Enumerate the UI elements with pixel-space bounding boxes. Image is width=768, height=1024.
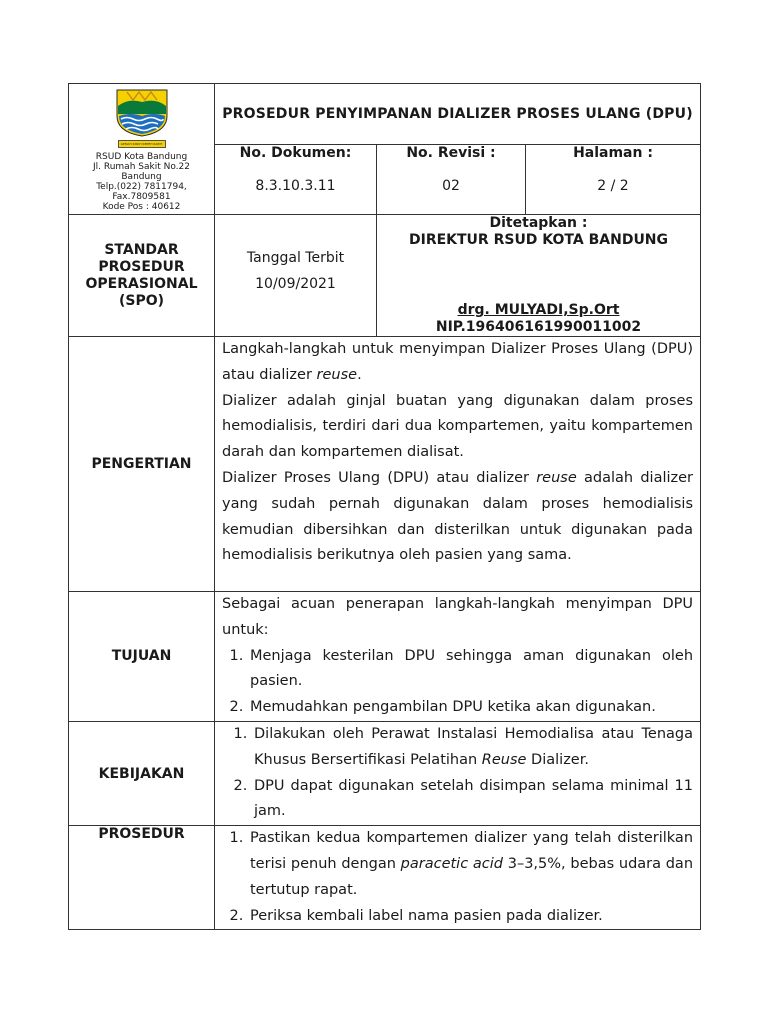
spo-label-line: STANDAR — [104, 241, 179, 258]
doc-number-label: No. Dokumen: — [239, 145, 352, 161]
definition-paragraph: Dializer adalah ginjal buatan yang digunakan dalam proses hemodialisis, terdiri dari dua kompartemen, yaitu kompartemen darah dan kompartemen dialisat. — [222, 392, 694, 461]
fax-number: Fax.7809581 — [112, 192, 171, 202]
definition-paragraph — [222, 337, 693, 389]
text-run: Langkah-langkah untuk menyimpan Dializer Proses Ulang (DPU) atau dializer — [222, 341, 694, 383]
signer-name: drg. MULYADI,Sp.Ort — [457, 302, 620, 318]
section-label-pengertian: PENGERTIAN — [69, 337, 215, 592]
spo-label-line: (SPO) — [118, 292, 165, 309]
text-run: Pastikan kedua kompartemen dializer yang telah disterilkan terisi penuh dengan — [250, 830, 694, 872]
approval-label: Ditetapkan : — [489, 215, 588, 231]
definition-paragraph — [222, 466, 693, 569]
section-body-prosedur — [215, 826, 701, 930]
emphasis-term: reuse — [316, 366, 358, 383]
list-item: 1. Menjaga kesterilan DPU sehingga aman digunakan oleh pasien. — [248, 644, 693, 696]
doc-number-cell — [215, 145, 377, 215]
text-run: Dilakukan oleh Perawat Instalasi Hemodialisa atau Tenaga Khusus Bersertifikasi Pelatihan — [254, 725, 694, 768]
page-value: 2 / 2 — [597, 178, 629, 194]
signature-block — [377, 302, 700, 336]
revision-cell — [377, 145, 526, 215]
section-label-kebijakan: KEBIJAKAN — [69, 721, 215, 825]
revision-value: 02 — [442, 178, 460, 194]
spo-label-line: OPERASIONAL — [85, 275, 198, 292]
approval-cell — [377, 215, 701, 337]
page-label: Halaman : — [573, 145, 653, 161]
document-title: PROSEDUR PENYIMPANAN DIALIZER PROSES ULANG (DPU) — [215, 84, 701, 145]
section-body-tujuan — [215, 592, 701, 722]
text-run: Dializer Proses Ulang (DPU) atau dializer — [222, 469, 537, 486]
tujuan-list — [222, 644, 693, 721]
spo-label-line: PROSEDUR — [98, 258, 185, 275]
text-run: . — [357, 366, 362, 383]
section-label-prosedur: PROSEDUR — [69, 826, 215, 930]
list-item: 2. DPU dapat digunakan setelah disimpan selama minimal 11 jam. — [252, 774, 693, 826]
tujuan-intro: Sebagai acuan penerapan langkah-langkah menyimpan DPU untuk: — [222, 596, 694, 638]
approval-title: DIREKTUR RSUD KOTA BANDUNG — [408, 232, 669, 248]
text-run: Dializer. — [526, 751, 589, 768]
text-run: adalah dializer yang sudah pernah digunakan dalam proses hemodialisis kemudian dibersihkan dan disterilkan untuk digunakan pada hemodialisis berikutnya oleh pasien yang sama. — [222, 469, 694, 564]
spo-label-cell — [69, 215, 215, 337]
list-item: 2. Memudahkan pengambilan DPU ketika akan digunakan. — [248, 695, 693, 721]
hospital-name: RSUD Kota Bandung — [95, 152, 188, 162]
revision-label: No. Revisi : — [406, 145, 496, 161]
address-line: Jl. Rumah Sakit No.22 — [92, 162, 190, 172]
kebijakan-list — [222, 722, 693, 825]
hospital-identity-cell — [69, 84, 215, 215]
emphasis-term: reuse — [536, 469, 577, 486]
spo-document — [68, 83, 700, 930]
section-body-kebijakan — [215, 721, 701, 825]
doc-number-value: 8.3.10.3.11 — [255, 178, 336, 194]
issue-date-label: Tanggal Terbit — [246, 250, 345, 266]
emphasis-term: Reuse — [481, 751, 527, 768]
list-item — [248, 826, 693, 903]
prosedur-list — [222, 826, 693, 929]
list-item: 2. Periksa kembali label nama pasien pada dializer. — [248, 904, 693, 930]
list-item — [252, 722, 693, 774]
text-run: 3–3,5%, bebas udara dan tertutup rapat. — [250, 855, 694, 898]
phone-number: Telp.(022) 7811794, — [96, 182, 187, 192]
kota-bandung-logo — [113, 86, 171, 138]
issue-date-value: 10/09/2021 — [255, 276, 336, 292]
section-body-pengertian — [215, 337, 701, 592]
signer-nip: NIP.196406161990011002 — [435, 319, 642, 335]
section-label-tujuan: TUJUAN — [69, 592, 215, 722]
page-cell — [526, 145, 701, 215]
emphasis-term: paracetic acid — [400, 855, 503, 872]
postal-code: Kode Pos : 40612 — [102, 202, 181, 212]
logo-ribbon: GEMAH RIPAH REPEH RAPIH — [118, 140, 166, 148]
address-city: Bandung — [121, 172, 162, 182]
issue-date-cell — [215, 215, 377, 337]
spo-table — [68, 83, 701, 930]
